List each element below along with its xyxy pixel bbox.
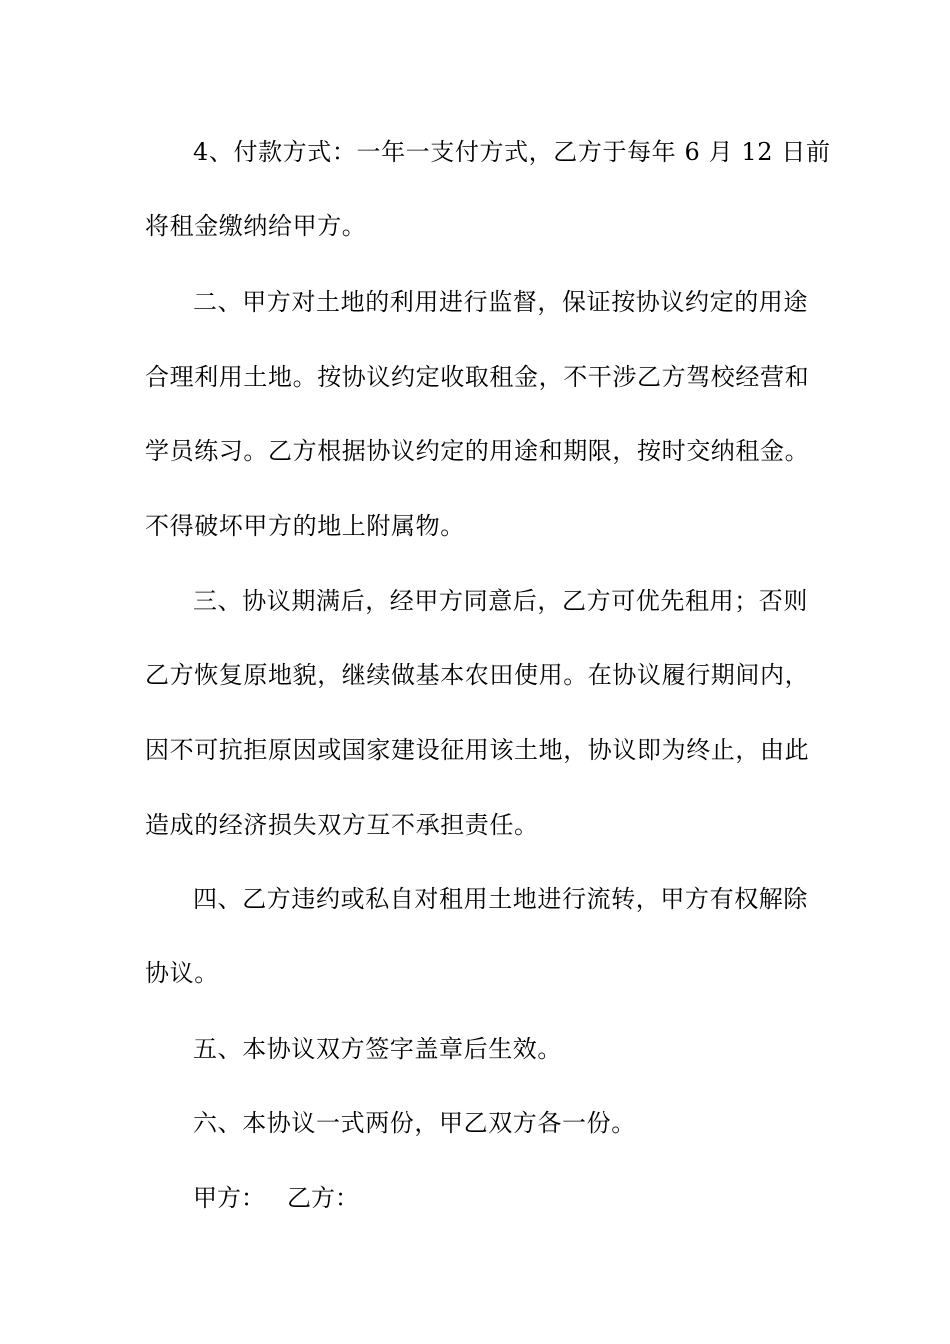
clause-payment-method-cont: 将租金缴纳给甲方。 <box>145 212 367 240</box>
clause-four: 四、乙方违约或私自对租用土地进行流转，甲方有权解除 <box>193 885 808 913</box>
clause-three-cont-1: 乙方恢复原地貌，继续做基本农田使用。在协议履行期间内， <box>145 661 810 689</box>
clause-payment-method: 4、付款方式：一年一支付方式，乙方于每年 6 月 12 日前 <box>193 138 831 166</box>
clause-three: 三、协议期满后，经甲方同意后，乙方可优先租用；否则 <box>193 587 808 615</box>
clause-six: 六、本协议一式两份，甲乙双方各一份。 <box>193 1109 636 1137</box>
signature-row <box>193 1183 359 1213</box>
clause-two: 二、甲方对土地的利用进行监督，保证按协议约定的用途 <box>193 288 808 316</box>
clause-five: 五、本协议双方签字盖章后生效。 <box>193 1035 562 1063</box>
clause-four-cont: 协议。 <box>145 959 219 987</box>
party-b-label: 乙方： <box>287 1184 359 1212</box>
clause-two-cont-1: 合理利用土地。按协议约定收取租金，不干涉乙方驾校经营和 <box>145 363 810 391</box>
clause-two-cont-2: 学员练习。乙方根据协议约定的用途和期限，按时交纳租金。 <box>145 437 810 465</box>
clause-two-cont-3: 不得破坏甲方的地上附属物。 <box>145 512 465 540</box>
clause-three-cont-2: 因不可抗拒原因或国家建设征用该土地，协议即为终止，由此 <box>145 736 810 764</box>
party-a-label: 甲方： <box>193 1184 265 1212</box>
clause-three-cont-3: 造成的经济损失双方互不承担责任。 <box>145 811 539 839</box>
